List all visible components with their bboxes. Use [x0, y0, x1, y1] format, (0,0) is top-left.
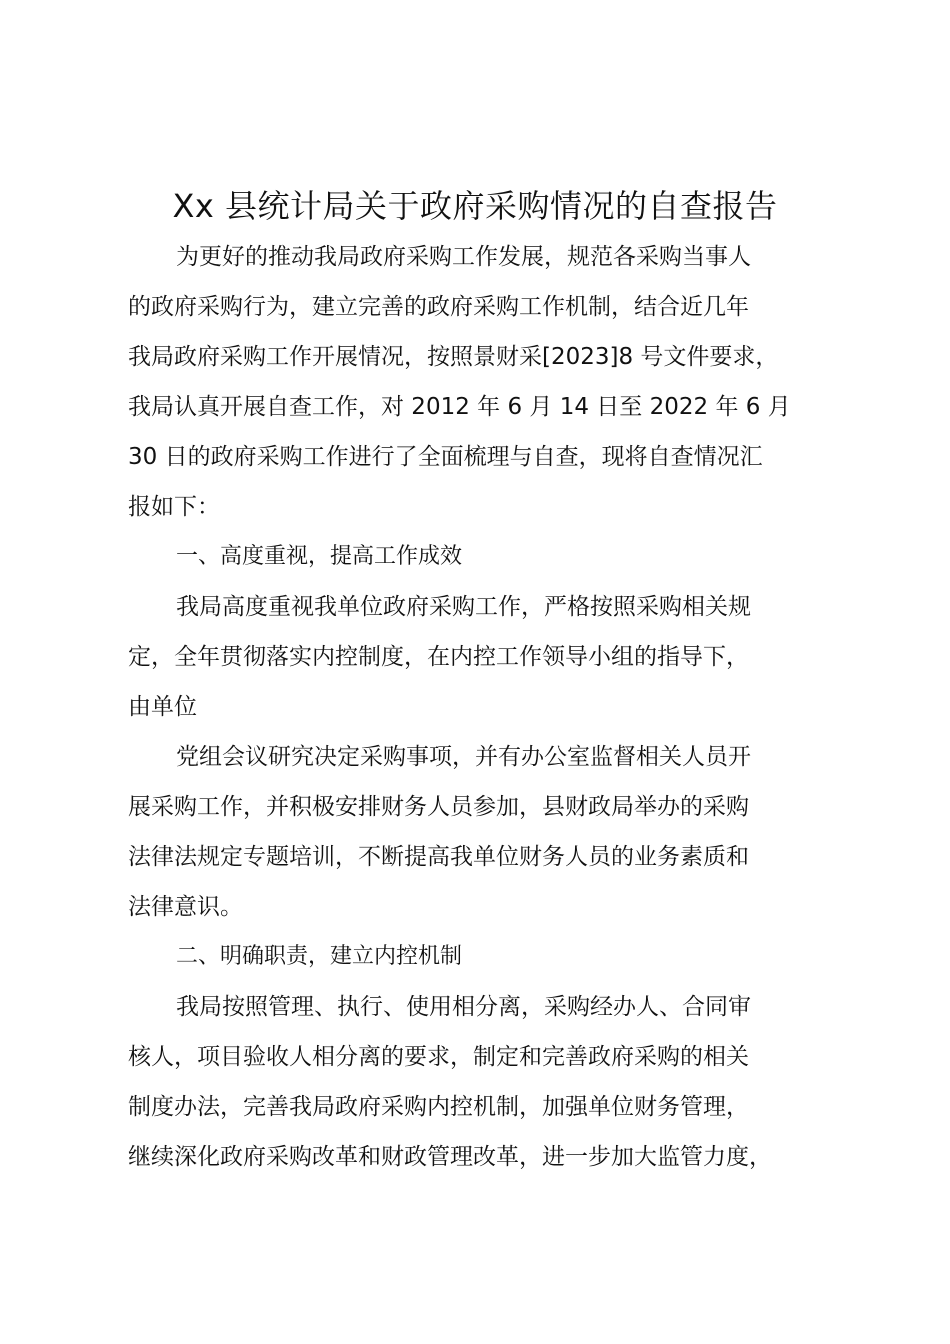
- section-heading-1: 一、高度重视，提高工作成效: [176, 544, 463, 569]
- paragraph-line: 党组会议研究决定采购事项，并有办公室监督相关人员开: [176, 744, 751, 770]
- paragraph-line: 法律法规定专题培训，不断提高我单位财务人员的业务素质和: [128, 844, 749, 870]
- paragraph-line: 由单位: [128, 694, 197, 720]
- section-heading-2: 二、明确职责，建立内控机制: [176, 944, 463, 969]
- paragraph-line: 的政府采购行为，建立完善的政府采购工作机制，结合近几年: [128, 294, 749, 320]
- paragraph-line: 展采购工作，并积极安排财务人员参加，县财政局举办的采购: [128, 794, 749, 820]
- paragraph-line: 继续深化政府采购改革和财政管理改革，进一步加大监管力度，: [128, 1144, 772, 1170]
- paragraph-line: 我局按照管理、执行、使用相分离，采购经办人、合同审: [176, 994, 751, 1020]
- paragraph-line: 制度办法，完善我局政府采购内控机制，加强单位财务管理，: [128, 1094, 749, 1120]
- paragraph-line: 为更好的推动我局政府采购工作发展，规范各采购当事人: [176, 244, 751, 270]
- paragraph-line: 报如下：: [128, 494, 220, 520]
- paragraph-line: 我局政府采购工作开展情况，按照景财采[2023]8 号文件要求，: [128, 344, 779, 370]
- paragraph-line: 定，全年贯彻落实内控制度，在内控工作领导小组的指导下，: [128, 644, 749, 670]
- paragraph-line: 30 日的政府采购工作进行了全面梳理与自查，现将自查情况汇: [128, 444, 763, 470]
- paragraph-line: 核人，项目验收人相分离的要求，制定和完善政府采购的相关: [128, 1044, 749, 1070]
- paragraph-line: 我局高度重视我单位政府采购工作，严格按照采购相关规: [176, 594, 751, 620]
- paragraph-line: 我局认真开展自查工作，对 2012 年 6 月 14 日至 2022 年 6 月: [128, 394, 791, 420]
- document-body: [128, 232, 856, 1182]
- paragraph-line: 法律意识。: [128, 894, 243, 920]
- document-title: Xx 县统计局关于政府采购情况的自查报告: [172, 187, 778, 225]
